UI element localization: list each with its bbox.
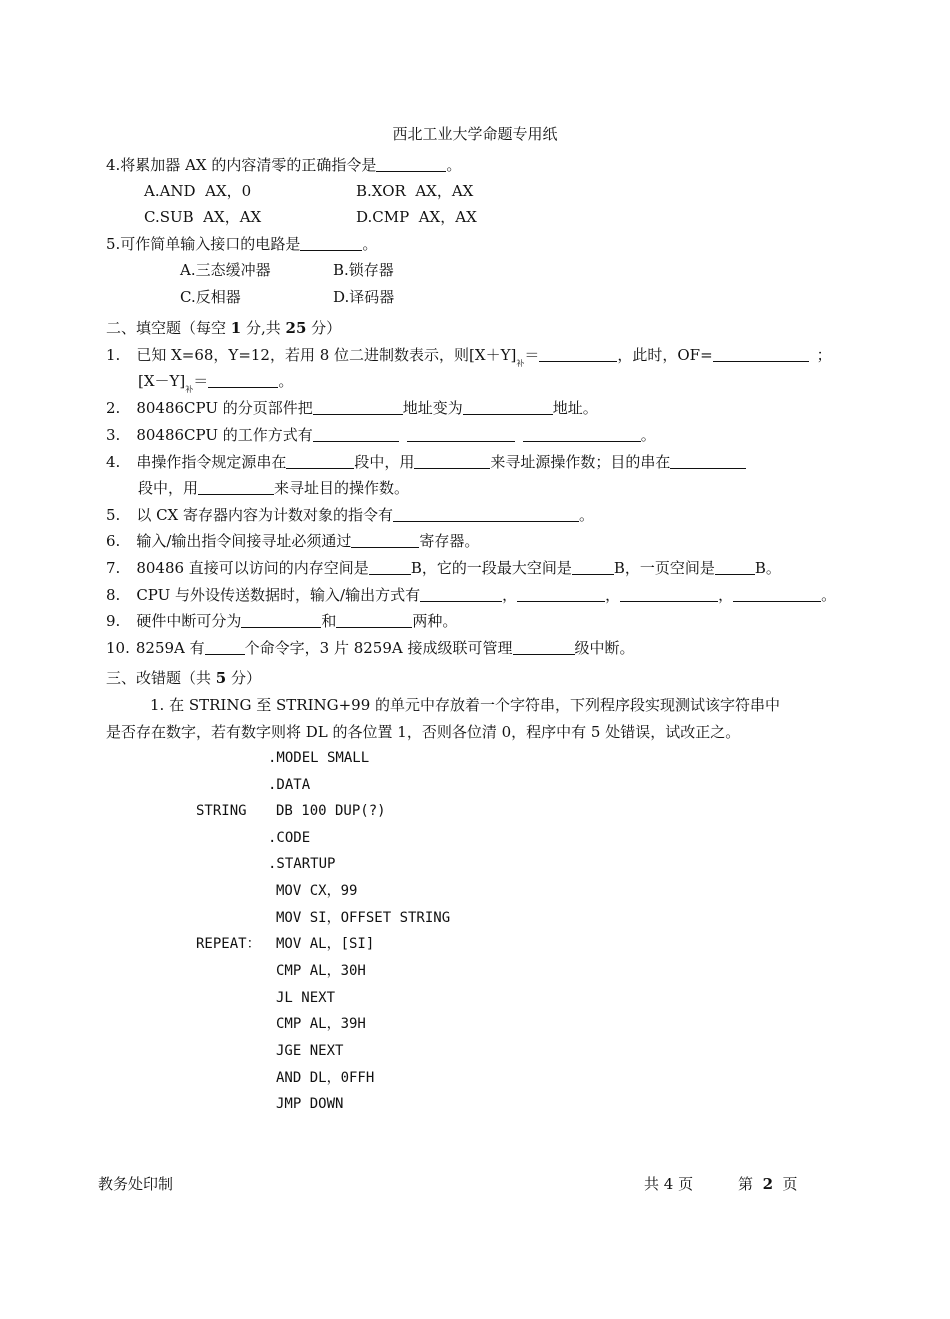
option-b: B.锁存器	[333, 261, 394, 279]
item-text: 串操作指令规定源串在	[136, 453, 287, 471]
heading-text: 二、填空题（每空	[106, 319, 231, 337]
code-line: .CODE	[268, 830, 311, 846]
answer-blank	[539, 345, 617, 362]
answer-blank	[286, 452, 354, 469]
question-5-stem	[106, 234, 377, 254]
code-line: .DATA	[268, 777, 311, 793]
footer-text: 第	[738, 1175, 754, 1193]
fill-item-3	[106, 425, 656, 445]
footer-printer: 教务处印制	[98, 1175, 174, 1193]
item-text: B，它的一段最大空间是	[410, 559, 572, 577]
answer-blank	[300, 234, 362, 251]
fill-item-10	[106, 638, 635, 658]
code-line: .MODEL SMALL	[268, 750, 370, 766]
answer-blank	[670, 452, 746, 469]
item-text: ＝	[193, 372, 209, 390]
question-5-end: 。	[362, 235, 378, 253]
item-text: [X－Y]	[138, 372, 186, 390]
fill-item-9	[106, 611, 457, 631]
answer-blank	[420, 585, 502, 602]
answer-blank	[414, 452, 490, 469]
option-c: C.反相器	[180, 288, 241, 306]
answer-blank	[369, 558, 411, 575]
code-line: .STARTUP	[268, 856, 336, 872]
code-line: JL NEXT	[276, 990, 336, 1006]
item-text: 。	[821, 586, 837, 604]
item-text: 80486 直接可以访问的内存空间是	[136, 559, 369, 577]
item-text: 段中，用	[354, 453, 415, 471]
fill-item-6	[106, 531, 479, 551]
item-text: 。	[640, 426, 656, 444]
answer-blank	[336, 611, 412, 628]
footer-text: 共	[644, 1175, 660, 1193]
fill-item-7	[106, 558, 781, 578]
item-text: 个命令字，3 片 8259A 接成级联可管理	[244, 639, 513, 657]
item-text: 80486CPU 的分页部件把	[136, 399, 313, 417]
correction-question-line-1: 1. 在 STRING 至 STRING+99 的单元中存放着一个字符串，下列程序段实现测试该字符串中	[150, 696, 781, 714]
item-number: 7.	[106, 559, 121, 577]
answer-blank	[517, 585, 605, 602]
item-text: ，此时，OF=	[617, 346, 713, 364]
item-text: 来寻址源操作数；目的串在	[490, 453, 671, 471]
code-line: MOV AL，[SI]	[276, 936, 375, 952]
item-text: CPU 与外设传送数据时，输入/输出方式有	[136, 586, 421, 604]
code-line: JMP DOWN	[276, 1096, 344, 1112]
item-text: 80486CPU 的工作方式有	[136, 426, 313, 444]
item-text: B，一页空间是	[613, 559, 715, 577]
fill-item-4	[106, 452, 746, 472]
option-a: A.三态缓冲器	[180, 261, 271, 279]
item-text: 地址变为	[402, 399, 463, 417]
item-text: ，	[502, 586, 518, 604]
footer-page-number	[738, 1174, 798, 1194]
correction-question-line-2: 是否存在数字，若有数字则将 DL 的各位置 1，否则各位清 0，程序中有 5 处错误，试改正之。	[106, 723, 741, 741]
answer-blank	[715, 558, 755, 575]
code-line: JGE NEXT	[276, 1043, 344, 1059]
answer-blank	[205, 638, 245, 655]
answer-blank	[198, 478, 274, 495]
answer-blank	[376, 155, 446, 172]
fill-item-1-cont	[138, 371, 293, 400]
fill-item-5	[106, 505, 594, 525]
fill-item-2	[106, 398, 598, 418]
item-number: 8.	[106, 586, 121, 604]
item-text: 已知 X=68，Y=12，若用 8 位二进制数表示，则[X＋Y]	[136, 346, 517, 364]
answer-blank	[313, 398, 403, 415]
answer-blank	[463, 398, 553, 415]
item-text: 级中断。	[574, 639, 635, 657]
item-text: ，	[605, 586, 621, 604]
subscript: 补	[185, 385, 194, 394]
answer-blank	[393, 505, 579, 522]
code-line: AND DL，0FFH	[276, 1070, 375, 1086]
answer-blank	[733, 585, 821, 602]
question-4-end: 。	[446, 156, 462, 174]
answer-blank	[351, 531, 419, 548]
subscript: 补	[516, 359, 525, 368]
total-pages-number: 4	[663, 1175, 674, 1193]
section-3-heading	[106, 668, 261, 688]
code-line: MOV CX，99	[276, 883, 358, 899]
code-line: MOV SI，OFFSET STRING	[276, 910, 451, 926]
answer-blank	[241, 611, 321, 628]
question-4-text: 4.将累加器 AX 的内容清零的正确指令是	[106, 156, 377, 174]
code-label: REPEAT：	[196, 936, 261, 952]
item-number: 4.	[106, 453, 121, 471]
answer-blank	[313, 425, 399, 442]
item-text: 两种。	[412, 612, 458, 630]
item-text: 硬件中断可分为	[136, 612, 242, 630]
item-number: 5.	[106, 506, 121, 524]
item-number: 1.	[106, 346, 121, 364]
heading-text: 分,共	[241, 319, 286, 337]
footer-total-pages	[644, 1174, 693, 1194]
heading-score: 1	[230, 319, 242, 337]
code-line: CMP AL，39H	[276, 1016, 366, 1032]
item-text: 输入/输出指令间接寻址必须通过	[136, 532, 352, 550]
option-d: D.译码器	[333, 288, 395, 306]
fill-item-1	[106, 345, 832, 374]
footer-text: 页	[782, 1175, 798, 1193]
option-b: B.XOR AX，AX	[356, 182, 474, 200]
item-text: 和	[321, 612, 337, 630]
item-number: 3.	[106, 426, 121, 444]
answer-blank	[572, 558, 614, 575]
fill-item-4-cont	[138, 478, 409, 498]
fill-item-8	[106, 585, 836, 605]
item-text: 来寻址目的操作数。	[274, 479, 410, 497]
answer-blank	[513, 638, 575, 655]
heading-text: 分）	[306, 319, 342, 337]
item-text: B。	[754, 559, 781, 577]
item-text: 8259A 有	[135, 639, 205, 657]
page-number: 2	[762, 1175, 773, 1193]
answer-blank	[620, 585, 718, 602]
question-4-stem	[106, 155, 461, 175]
item-text: 。	[278, 372, 294, 390]
heading-text: 三、改错题（共	[106, 669, 216, 687]
item-text: ；	[816, 346, 832, 364]
option-c: C.SUB AX，AX	[144, 208, 262, 226]
code-line: DB 100 DUP(?)	[276, 803, 386, 819]
item-number: 6.	[106, 532, 121, 550]
answer-blank	[208, 371, 278, 388]
heading-total: 25	[285, 319, 307, 337]
item-number: 2.	[106, 399, 121, 417]
answer-blank	[713, 345, 809, 362]
answer-blank	[523, 425, 641, 442]
option-a: A.AND AX，0	[144, 182, 252, 200]
answer-blank	[407, 425, 515, 442]
item-number: 10.	[106, 639, 130, 657]
item-number: 9.	[106, 612, 121, 630]
code-line: CMP AL，30H	[276, 963, 366, 979]
footer-text: 页	[678, 1175, 694, 1193]
item-text: 地址。	[552, 399, 598, 417]
heading-text: 分）	[226, 669, 261, 687]
option-d: D.CMP AX，AX	[356, 208, 477, 226]
item-text: 以 CX 寄存器内容为计数对象的指令有	[136, 506, 394, 524]
code-label: STRING	[196, 803, 247, 819]
section-2-heading	[106, 318, 341, 338]
item-text: ，	[718, 586, 734, 604]
page-title: 西北工业大学命题专用纸	[392, 125, 558, 143]
item-text: 。	[579, 506, 595, 524]
heading-total: 5	[215, 669, 227, 687]
item-text: ＝	[524, 346, 540, 364]
item-text: 段中，用	[138, 479, 199, 497]
question-5-text: 5.可作简单输入接口的电路是	[106, 235, 301, 253]
item-text: 寄存器。	[419, 532, 480, 550]
